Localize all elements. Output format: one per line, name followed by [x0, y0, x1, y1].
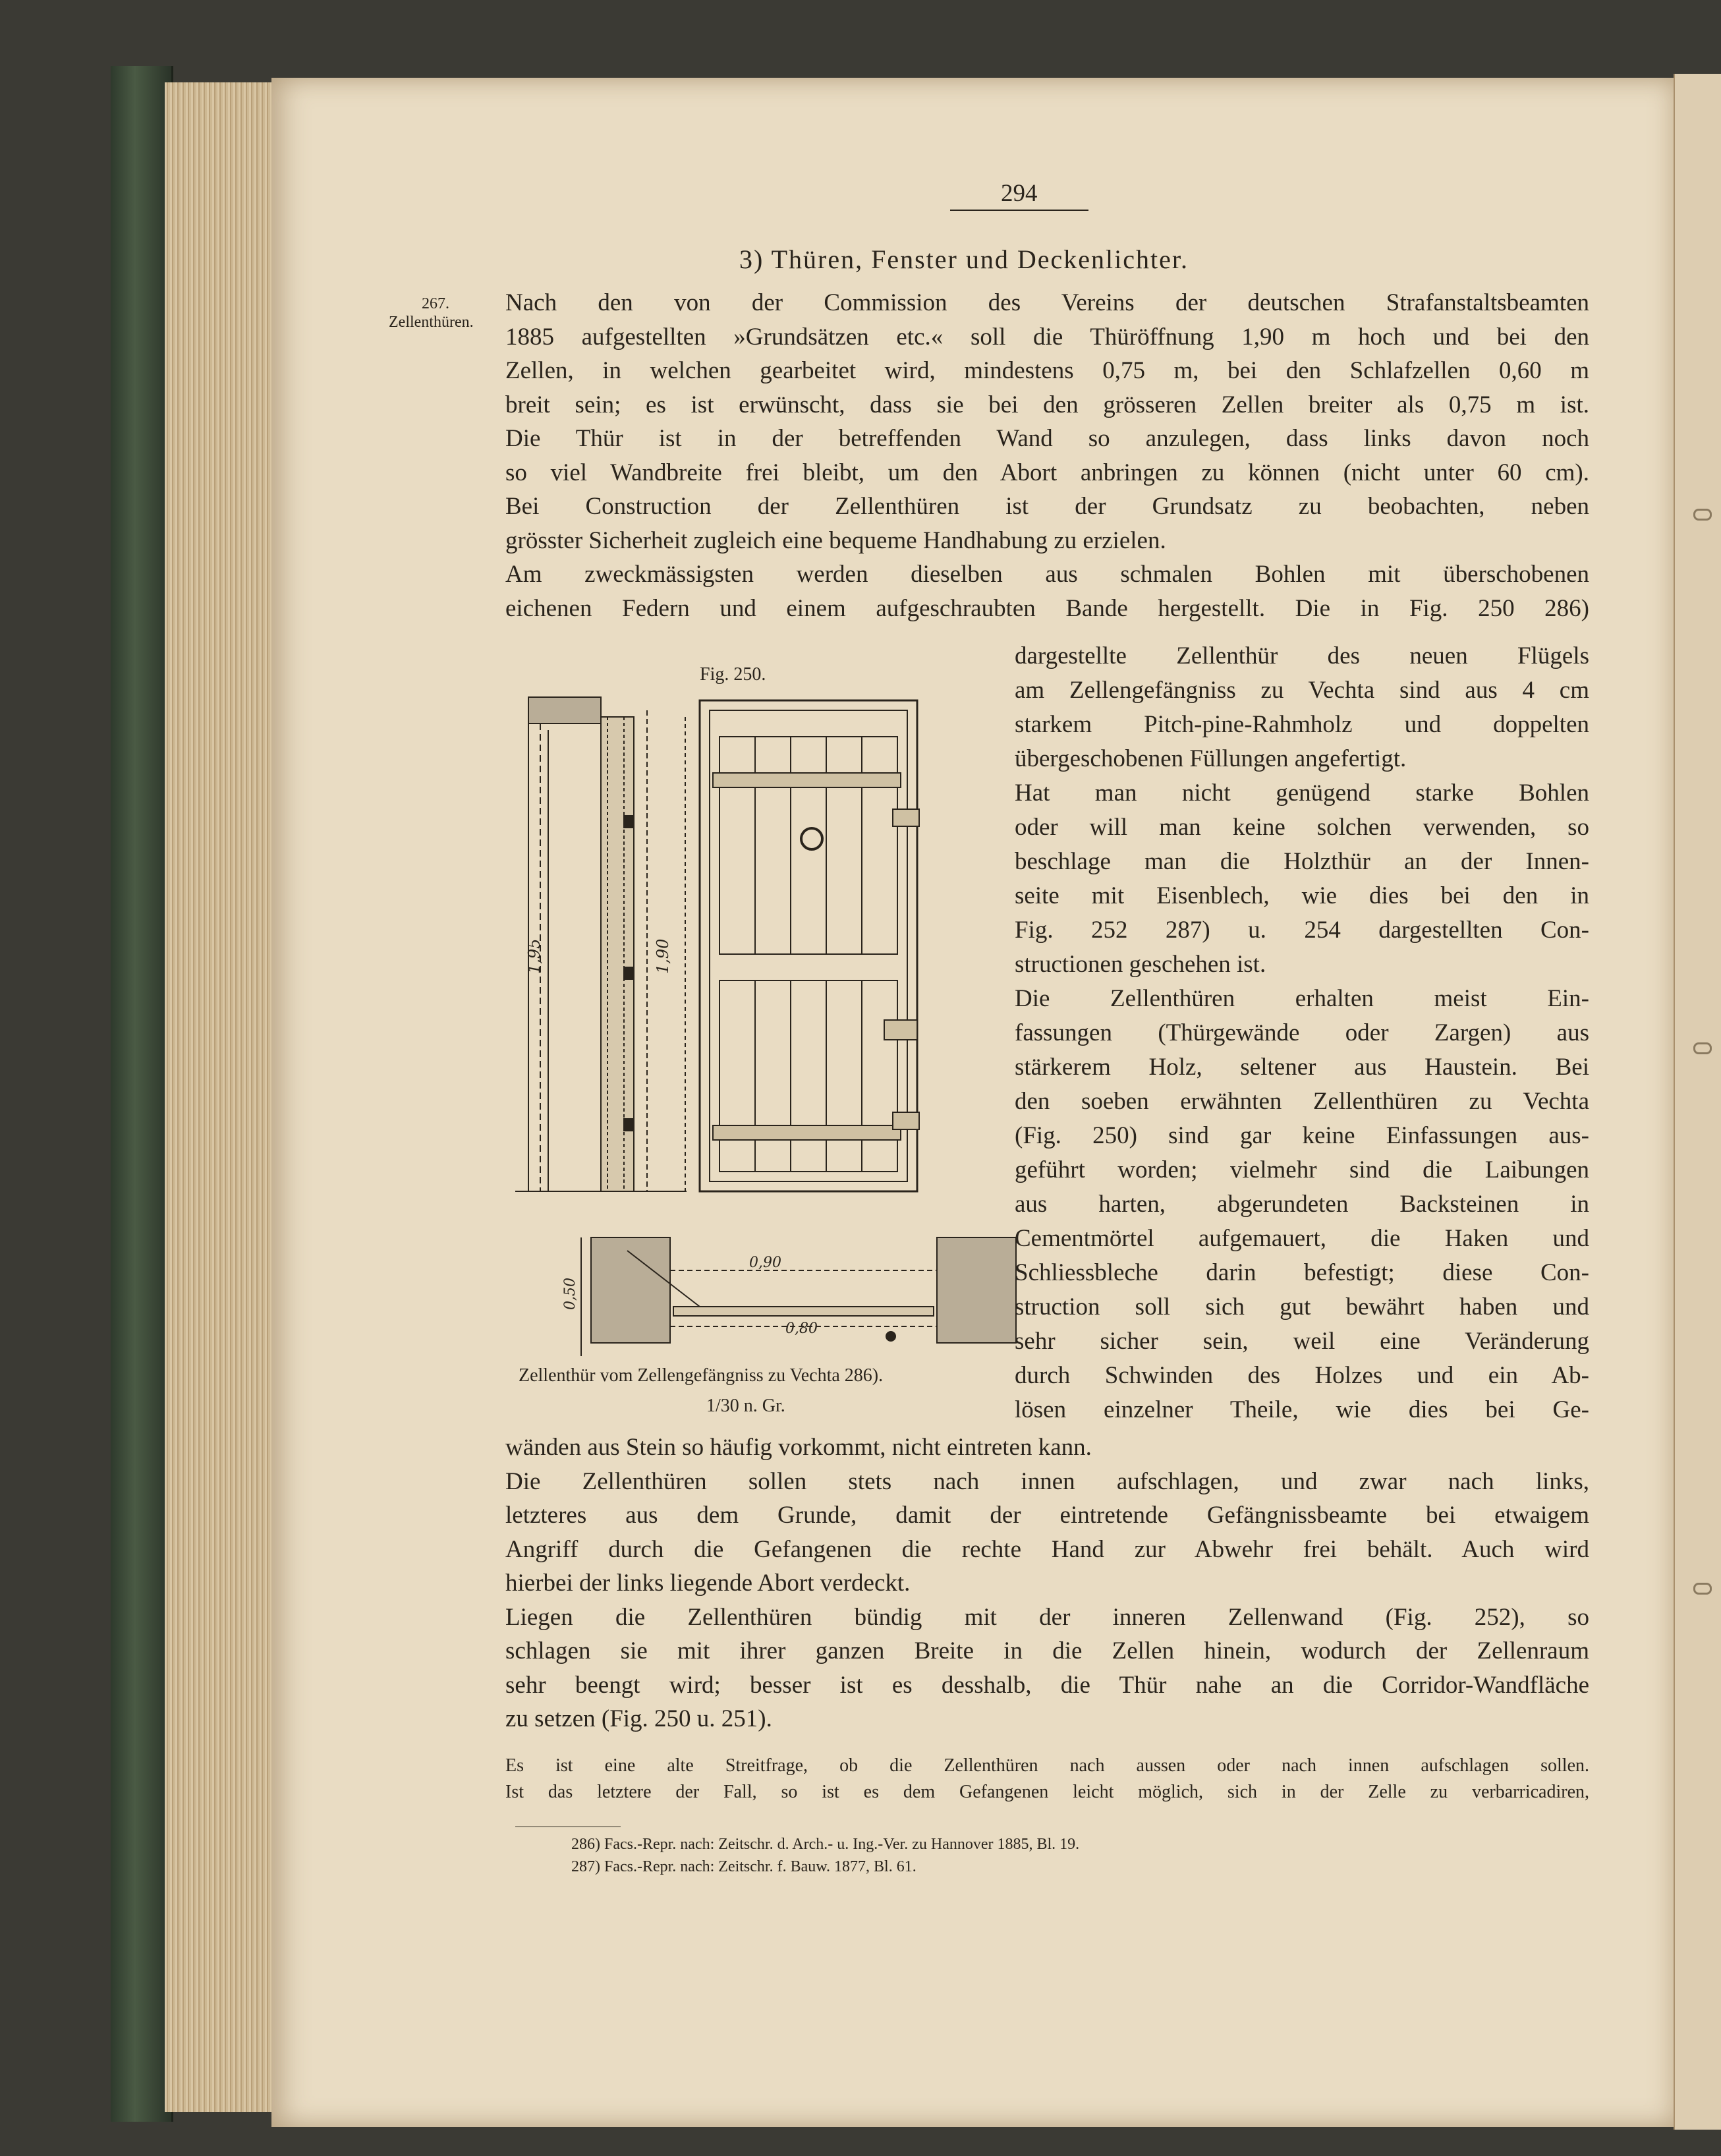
side-text-line: den soeben erwähnten Zellenthüren zu Vechta	[1015, 1088, 1589, 1115]
text-line: Die Thür ist in der betreffenden Wand so anzulegen, dass links davon noch	[505, 425, 1589, 452]
text-line: Bei Construction der Zellenthüren ist der Grundsatz zu beobachten, neben	[505, 493, 1589, 520]
side-text-line: Schliessbleche darin befestigt; diese Con-	[1015, 1259, 1589, 1286]
side-text-line: oder will man keine solchen verwenden, so	[1015, 814, 1589, 841]
side-text-line: structionen geschehen ist.	[1015, 951, 1266, 978]
side-text-line: beschlage man die Holzthür an der Innen-	[1015, 848, 1589, 875]
book-cover-spine	[111, 66, 173, 2122]
footnote-line: 287) Facs.-Repr. nach: Zeitschr. f. Bauw. 1877, Bl. 61.	[571, 1858, 917, 1875]
margin-note-label: Zellenthüren.	[389, 314, 474, 331]
text-line: schlagen sie mit ihrer ganzen Breite in die Zellen hinein, wodurch der Zellenraum	[505, 1637, 1589, 1664]
dim-height-2: 1,90	[654, 938, 672, 974]
side-text-line: (Fig. 250) sind gar keine Einfassungen aus-	[1015, 1122, 1589, 1149]
page-number-rule	[950, 210, 1088, 211]
page-clip-mark	[1693, 1583, 1712, 1595]
text-line: eichenen Federn und einem aufgeschraubten Bande hergestellt. Die in Fig. 250 286)	[505, 594, 1589, 622]
text-line: wänden aus Stein so häufig vorkommt, nicht eintreten kann.	[505, 1434, 1092, 1461]
text-line: grösster Sicherheit zugleich eine bequeme Handhabung zu erzielen.	[505, 526, 1166, 554]
text-line: Am zweckmässigsten werden dieselben aus schmalen Bohlen mit überschobenen	[505, 561, 1589, 588]
small-print-line: Es ist eine alte Streitfrage, ob die Zellenthüren nach aussen oder nach innen aufschlagen sollen.	[505, 1755, 1589, 1776]
side-text-line: Fig. 252 287) u. 254 dargestellten Con-	[1015, 917, 1589, 944]
text-line: letzteres aus dem Grunde, damit der eintretende Gefängnissbeamte bei etwaigem	[505, 1502, 1589, 1529]
side-text-line: Hat man nicht genügend starke Bohlen	[1015, 780, 1589, 807]
text-line: 1885 aufgestellten »Grundsätzen etc.« soll die Thüröffnung 1,90 m hoch und bei den	[505, 323, 1589, 351]
side-text-line: sehr sicher sein, weil eine Veränderung	[1015, 1328, 1589, 1355]
text-line: Liegen die Zellenthüren bündig mit der inneren Zellenwand (Fig. 252), so	[505, 1603, 1589, 1631]
side-text-line: lösen einzelner Theile, wie dies bei Ge-	[1015, 1396, 1589, 1423]
side-text-line: durch Schwinden des Holzes und ein Ab-	[1015, 1362, 1589, 1389]
dim-width-2: 0,80	[785, 1320, 818, 1337]
text-line: Angriff durch die Gefangenen die rechte Hand zur Abwehr frei behält. Auch wird	[505, 1535, 1589, 1563]
dim-depth: 0,50	[562, 1278, 578, 1310]
figure-scale: 1/30 n. Gr.	[706, 1396, 785, 1416]
side-text-line: aus harten, abgerundeten Backsteinen in	[1015, 1191, 1589, 1218]
text-line: so viel Wandbreite frei bleibt, um den Abort anbringen zu können (nicht unter 60 cm).	[505, 459, 1589, 486]
side-text-line: am Zellengefängniss zu Vechta sind aus 4 cm	[1015, 677, 1589, 704]
text-line: zu setzen (Fig. 250 u. 251).	[505, 1705, 772, 1732]
dim-width-1: 0,90	[749, 1255, 781, 1271]
footnote-line: 286) Facs.-Repr. nach: Zeitschr. d. Arch.- u. Ing.-Ver. zu Hannover 1885, Bl. 19.	[571, 1836, 1080, 1853]
side-text-line: stärkerem Holz, seltener aus Haustein. Bei	[1015, 1054, 1589, 1081]
text-line: sehr beengt wird; besser ist es desshalb, die Thür nahe an die Corridor-Wandfläche	[505, 1671, 1589, 1699]
page-number: 294	[1001, 180, 1038, 207]
side-text-line: Cementmörtel aufgemauert, die Haken und	[1015, 1225, 1589, 1252]
page-clip-mark	[1693, 1042, 1712, 1054]
small-print-line: Ist das letztere der Fall, so ist es dem Gefangenen leicht möglich, sich in der Zelle zu verbarricadiren,	[505, 1782, 1589, 1802]
text-line: hierbei der links liegende Abort verdeckt.	[505, 1570, 911, 1597]
figure-title: Fig. 250.	[700, 664, 766, 685]
figure-caption: Zellenthür vom Zellengefängniss zu Vechta 286).	[519, 1365, 884, 1386]
page-edges	[165, 82, 277, 2112]
margin-note-number: 267.	[422, 295, 449, 312]
text-line: Die Zellenthüren sollen stets nach innen aufschlagen, und zwar nach links,	[505, 1467, 1589, 1495]
next-page-edge	[1674, 74, 1721, 2130]
dim-height-1: 1,95	[525, 938, 544, 974]
side-text-line: struction soll sich gut bewährt haben und	[1015, 1293, 1589, 1320]
side-text-line: geführt worden; vielmehr sind die Laibungen	[1015, 1156, 1589, 1183]
book-page	[271, 78, 1674, 2127]
side-text-line: übergeschobenen Füllungen angefertigt.	[1015, 745, 1407, 772]
text-line: Zellen, in welchen gearbeitet wird, mindestens 0,75 m, bei den Schlafzellen 0,60 m	[505, 357, 1589, 384]
text-line: Nach den von der Commission des Vereins der deutschen Strafanstaltsbeamten	[505, 289, 1589, 316]
text-line: breit sein; es ist erwünscht, dass sie bei den grösseren Zellen breiter als 0,75 m ist.	[505, 391, 1589, 418]
side-text-line: Die Zellenthüren erhalten meist Ein-	[1015, 985, 1589, 1012]
side-text-line: seite mit Eisenblech, wie dies bei den in	[1015, 882, 1589, 909]
side-text-line: starkem Pitch-pine-Rahmholz und doppelten	[1015, 711, 1589, 738]
page-clip-mark	[1693, 509, 1712, 521]
section-heading: 3) Thüren, Fenster und Deckenlichter.	[739, 244, 1189, 274]
side-text-line: dargestellte Zellenthür des neuen Flügels	[1015, 642, 1589, 669]
side-text-line: fassungen (Thürgewände oder Zargen) aus	[1015, 1019, 1589, 1046]
